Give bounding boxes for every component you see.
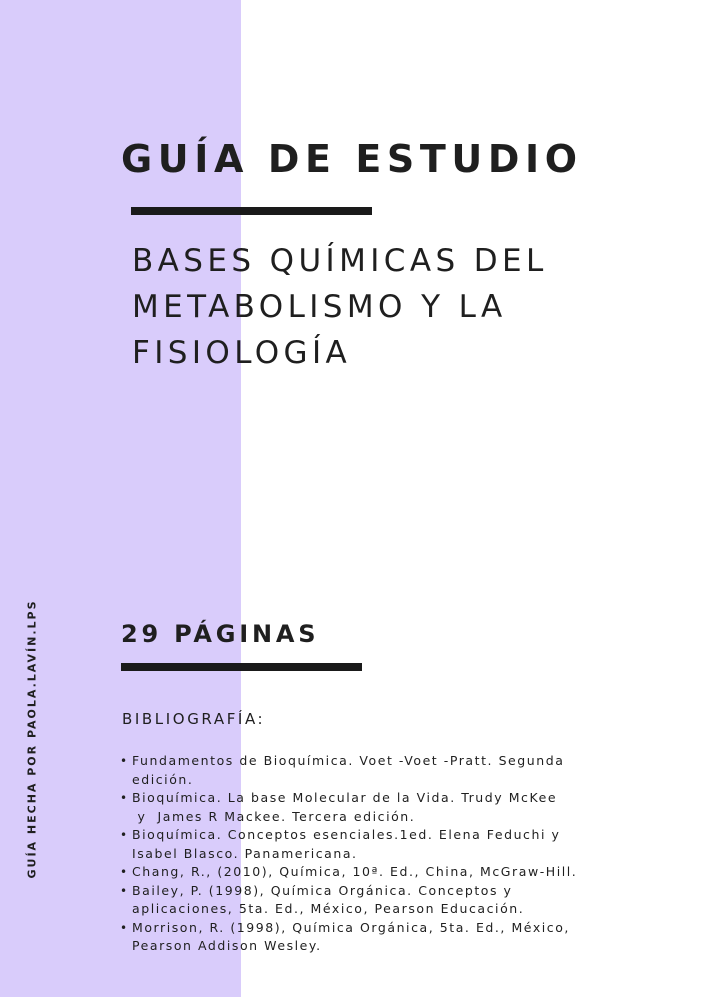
bullet-icon: • (120, 865, 129, 879)
bibliography-line: aplicaciones, 5ta. Ed., México, Pearson Educación. (132, 901, 525, 916)
bullet-icon: • (120, 754, 129, 768)
bibliography-item (120, 863, 660, 882)
page-count: 29 PÁGINAS (121, 620, 320, 648)
page-title: GUÍA DE ESTUDIO (121, 137, 583, 181)
bibliography-line: Fundamentos de Bioquímica. Voet -Voet -Pratt. Segunda (132, 753, 565, 768)
bibliography-item (120, 789, 660, 826)
bullet-icon: • (120, 883, 129, 898)
subtitle-line: METABOLISMO Y LA (132, 289, 507, 325)
bullet-icon: • (120, 791, 129, 805)
subtitle-line: BASES QUÍMICAS DEL (132, 243, 548, 279)
bibliography-line: edición. (132, 771, 194, 787)
bibliography-item (120, 882, 660, 919)
bibliography-list (120, 752, 660, 956)
bibliography-line: Isabel Blasco. Panamericana. (132, 845, 358, 861)
bibliography-line: Bioquímica. La base Molecular de la Vida. Trudy McKee (132, 790, 558, 805)
bibliography-item (120, 826, 660, 863)
author-credit: GUÍA HECHA POR PAOLA.LAVÍN.LPS (25, 599, 39, 879)
bibliography-item (120, 752, 660, 789)
bibliography-line: Morrison, R. (1998), Química Orgánica, 5ta. Ed., México, (132, 919, 570, 935)
bibliography-line: Chang, R., (2010), Química, 10ª. Ed., China, McGraw-Hill. (132, 864, 578, 879)
bullet-icon: • (120, 920, 129, 935)
bullet-icon: • (120, 828, 129, 842)
bibliography-line: Bioquímica. Conceptos esenciales.1ed. Elena Feduchi y (132, 827, 561, 842)
bibliography-line: y James R Mackee. Tercera edición. (132, 808, 416, 824)
bibliography-line: Bailey, P. (1998), Química Orgánica. Conceptos y (132, 882, 513, 898)
subtitle-line: FISIOLOGÍA (132, 335, 352, 371)
bibliography-line: Pearson Addison Wesley. (132, 938, 322, 953)
bibliography-heading: BIBLIOGRAFÍA: (122, 710, 266, 728)
bibliography-item (120, 919, 660, 956)
subtitle (132, 238, 672, 376)
title-underline (131, 207, 372, 215)
page-count-underline (121, 663, 362, 671)
